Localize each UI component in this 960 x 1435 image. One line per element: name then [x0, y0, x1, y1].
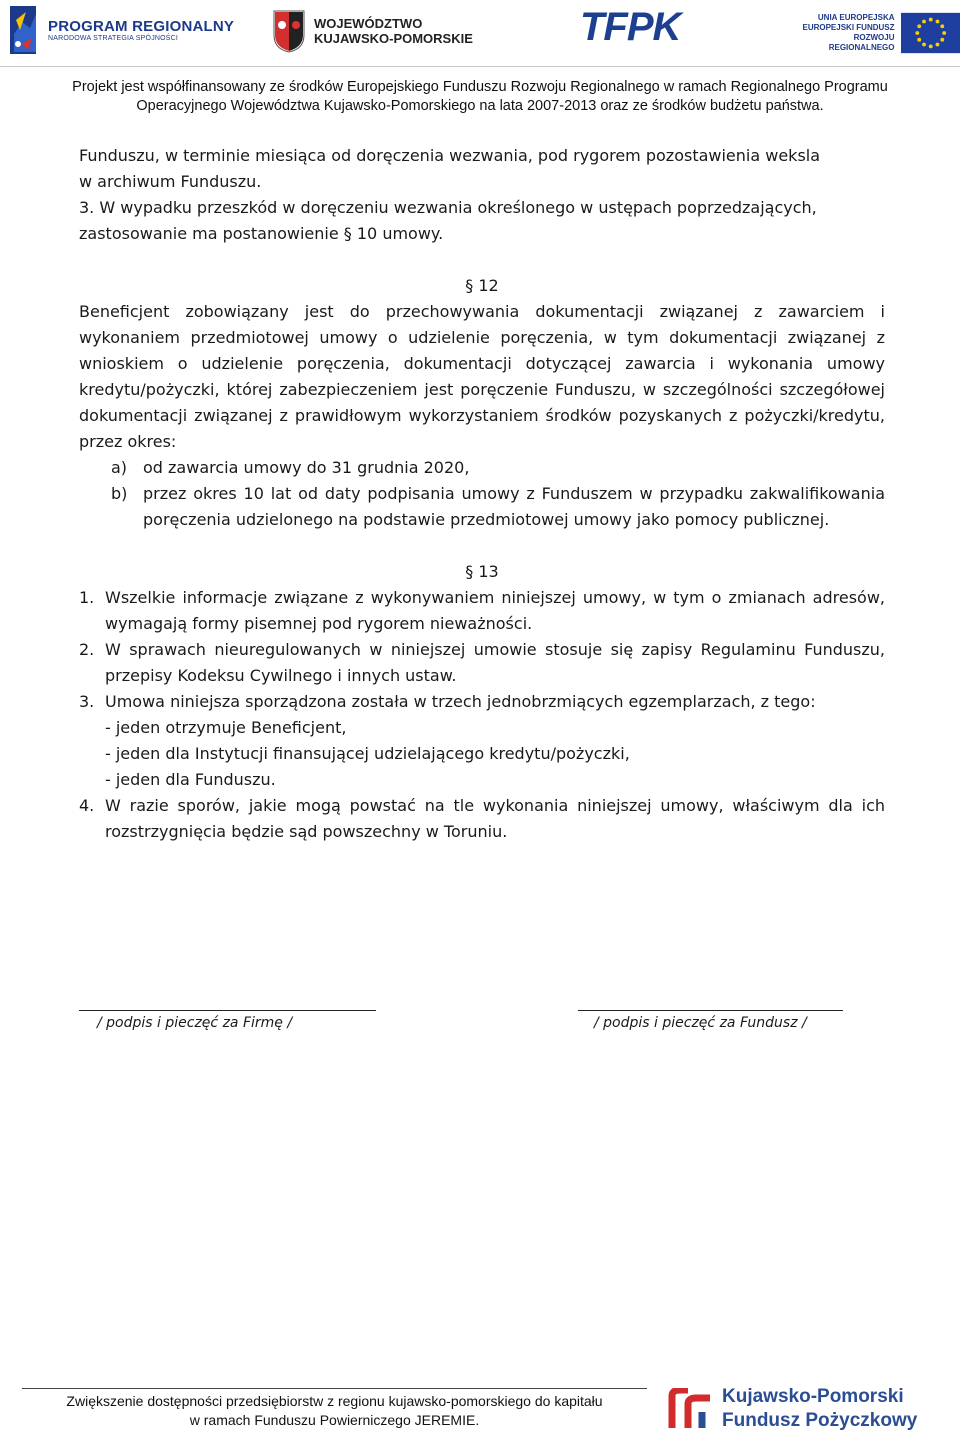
list-item-label: 1. — [79, 588, 95, 607]
signature-line — [578, 1010, 843, 1011]
footer-line-2: w ramach Funduszu Powierniczego JEREMIE. — [189, 1412, 480, 1428]
logo-woj-line1: WOJEWÓDZTWO — [314, 16, 423, 31]
logo-kujawsko-pomorski-fundusz — [668, 1385, 917, 1433]
logo-tfpk-text: TFPK — [580, 5, 681, 49]
logo-woj-line2: KUJAWSKO-POMORSKIE — [314, 31, 473, 46]
coat-of-arms-icon — [272, 9, 306, 53]
logo-unia-europejska — [790, 12, 960, 54]
kpfp-emblem-icon — [668, 1388, 714, 1430]
header-logos — [0, 0, 960, 66]
list-item-text: przez okres 10 lat od daty podpisania umowy z Funduszem w przypadku zakwalifikowania poręczenia udzielonego na podstawie przedmiotowej umowy jako pomocy publicznej. — [143, 484, 885, 529]
logo-wojewodztwo — [272, 9, 473, 53]
list-item — [79, 481, 885, 533]
section-12-heading: § 12 — [465, 276, 499, 295]
paragraph-3-line-2: zastosowanie ma postanowienie § 10 umowy. — [79, 224, 444, 243]
logo-program-subtitle: NARODOWA STRATEGIA SPÓJNOŚCI — [48, 35, 179, 42]
logo-tfpk — [580, 5, 680, 50]
section-13-list — [79, 585, 885, 845]
eu-flag-icon — [901, 12, 960, 54]
logo-ue-line3: ROZWOJU REGIONALNEGO — [828, 33, 895, 52]
kpfp-line2: Fundusz Pożyczkowy — [722, 1410, 918, 1431]
signature-line — [79, 1010, 376, 1011]
list-item-label: 2. — [79, 640, 95, 659]
copy-line: - jeden dla Funduszu. — [105, 770, 276, 789]
logo-ue-line2: EUROPEJSKI FUNDUSZ — [802, 23, 895, 32]
section-13-heading: § 13 — [465, 562, 499, 581]
list-item-text: W sprawach nieuregulowanych w niniejszej umowie stosuje się zapisy Regulaminu Funduszu, przepisy Kodeksu Cywilnego i innych ustaw. — [105, 640, 885, 685]
list-item-label: b) — [111, 484, 128, 503]
list-item — [79, 689, 885, 793]
signature-fund — [578, 1010, 843, 1031]
list-item-label: 3. — [79, 692, 95, 711]
footer-note — [22, 1392, 647, 1430]
header-divider — [0, 66, 960, 67]
signature-caption: / podpis i pieczęć za Firmę / — [97, 1015, 293, 1031]
project-funding-note — [0, 78, 960, 116]
project-line-2: Operacyjnego Województwa Kujawsko-Pomorskiego na lata 2007-2013 oraz ze środków budżetu państwa. — [136, 98, 824, 114]
program-regionalny-emblem-icon — [6, 4, 42, 56]
signature-caption: / podpis i pieczęć za Fundusz / — [594, 1015, 807, 1031]
footer-divider — [22, 1388, 647, 1389]
list-item — [79, 455, 885, 481]
continuation-line-1: Funduszu, w terminie miesiąca od doręczenia wezwania, pod rygorem pozostawienia weksla — [79, 146, 821, 165]
footer-line-1: Zwiększenie dostępności przedsiębiorstw z regionu kujawsko-pomorskiego do kapitału — [66, 1393, 603, 1409]
list-item-text: od zawarcia umowy do 31 grudnia 2020, — [143, 458, 470, 477]
list-item-text: Umowa niniejsza sporządzona została w trzech jednobrzmiących egzemplarzach, z tego: — [105, 692, 816, 711]
signature-firm — [79, 1010, 376, 1031]
list-item-label: a) — [111, 458, 128, 477]
copy-line: - jeden dla Instytucji finansującej udzielającego kredytu/pożyczki, — [105, 744, 630, 763]
list-item — [79, 637, 885, 689]
section-12-text: Beneficjent zobowiązany jest do przechowywania dokumentacji związanej z zawarciem i wykonaniem przedmiotowej umowy o udzielenie poręczenia, w tym dokumentacji związanej z wnioskiem o udzielenie poręczenia, dokumentacji dotyczącej zawarcia i wykonania umowy kredytu/pożyczki, której zabezpieczeniem jest poręczenie Funduszu, w szczególności szczegółowej dokumentacji związanej z prawidłowym wykorzystaniem środków pozyskanych z pożyczki/kredytu, przez okres: — [79, 302, 885, 451]
section-12-list — [79, 455, 885, 533]
list-item-text: Wszelkie informacje związane z wykonywaniem niniejszej umowy, w tym o zmianach adresów, wymagają formy pisemnej pod rygorem nieważności. — [105, 588, 885, 633]
kpfp-line1: Kujawsko-Pomorski — [722, 1386, 904, 1407]
copy-line: - jeden otrzymuje Beneficjent, — [105, 718, 347, 737]
continuation-line-2: w archiwum Funduszu. — [79, 172, 262, 191]
logo-ue-line1: UNIA EUROPEJSKA — [817, 13, 895, 22]
logo-program-title: PROGRAM REGIONALNY — [48, 18, 235, 35]
project-line-1: Projekt jest współfinansowany ze środków Europejskiego Funduszu Rozwoju Regionalnego w ramach Regionalnego Programu — [72, 79, 888, 95]
document-body — [79, 143, 885, 845]
list-item-text: W razie sporów, jakie mogą powstać na tle wykonania niniejszej umowy, właściwym dla ich rozstrzygnięcia będzie sąd powszechny w Toruniu. — [105, 796, 885, 841]
list-item-label: 4. — [79, 796, 95, 815]
paragraph-3-line-1: 3. W wypadku przeszkód w doręczeniu wezwania określonego w ustępach poprzedzających, — [79, 198, 817, 217]
list-item — [79, 793, 885, 845]
list-item — [79, 585, 885, 637]
logo-program-regionalny — [6, 4, 234, 56]
